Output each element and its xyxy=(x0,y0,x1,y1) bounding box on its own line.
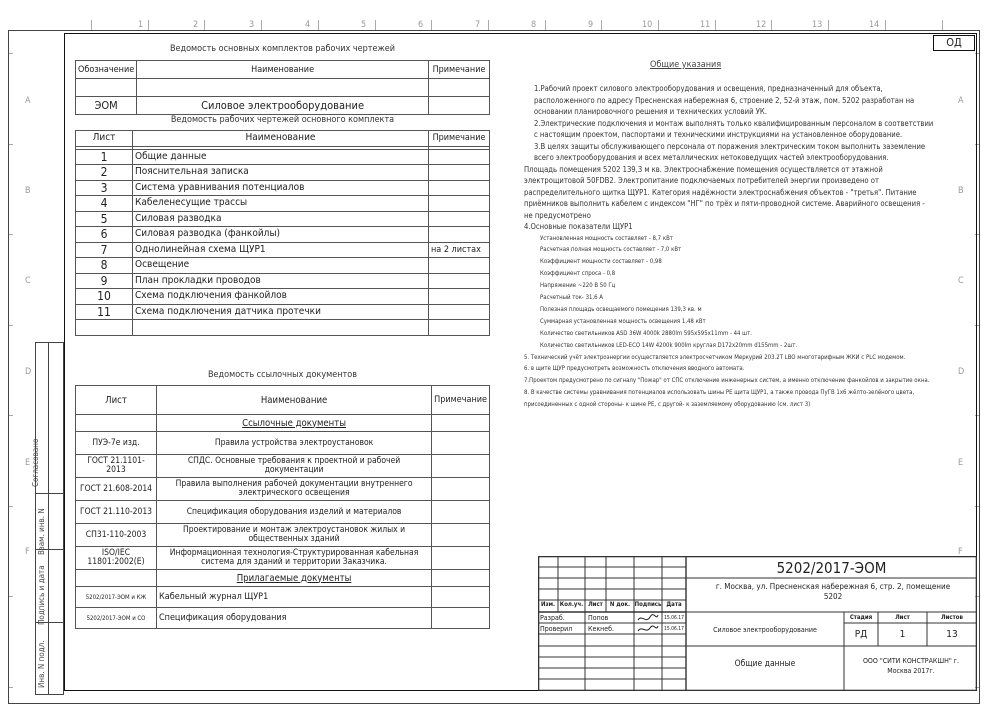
cell-note: на 2 листах xyxy=(429,242,490,258)
ruler-letter: A xyxy=(958,96,964,106)
cell-num: 2 xyxy=(76,165,133,181)
tb-head: N док. xyxy=(609,601,631,608)
table-header-row xyxy=(76,386,490,415)
ruler-letter: F xyxy=(25,547,30,557)
header-cell: Лист xyxy=(76,386,157,415)
cell-name: Кабеленесущие трассы xyxy=(133,196,429,212)
table-row xyxy=(76,180,490,196)
table-row xyxy=(76,211,490,227)
ruler-number: 13 xyxy=(812,20,823,30)
tb-date: 15.06.17 xyxy=(664,626,685,632)
sheets-value: 13 xyxy=(946,629,958,640)
ruler-number: 4 xyxy=(305,20,311,30)
cell-note xyxy=(432,501,490,524)
section-row xyxy=(76,570,490,587)
sheet-name: Общие данные xyxy=(734,659,796,669)
cell-note xyxy=(429,149,490,165)
cell-name: Однолинейная схема ЩУР1 xyxy=(133,242,429,258)
cell-note xyxy=(429,165,490,181)
cell-num: 8 xyxy=(76,258,133,274)
cell-note xyxy=(429,304,490,320)
cell-num: 3 xyxy=(76,180,133,196)
cell-name: План прокладки проводов xyxy=(133,273,429,289)
cell-code: 5202/2017-ЭОМ и СО xyxy=(76,608,157,629)
table-row xyxy=(76,196,490,212)
ruler-tick xyxy=(771,20,772,30)
header-cell: Примечание xyxy=(432,386,490,415)
section-label: Ссылочные документы xyxy=(157,415,432,432)
ruler-tick xyxy=(715,20,716,30)
cell-name: Правила устройства электроустановок xyxy=(157,432,432,455)
cell-name: Спецификация оборудования xyxy=(157,608,432,629)
cell-note xyxy=(432,587,490,608)
title-block xyxy=(538,556,977,691)
ruler-letter: D xyxy=(958,367,965,377)
header-cell: Примечание xyxy=(429,131,490,147)
note-paragraph: 5. Технический учёт электроэнергии осуществляется электросчетчиком Меркурий 203.2Т LBO многотарифным ЖКИ с PLC модемом. xyxy=(524,353,906,361)
note-spec: Напряжение ~220 В 50 Гц xyxy=(540,282,616,290)
ruler-tick xyxy=(204,20,205,30)
table-row xyxy=(76,432,490,455)
cell-note xyxy=(429,258,490,274)
ruler-tick xyxy=(601,20,602,30)
sidebar-label: Инв. N подл. xyxy=(37,640,46,688)
cell-num: 10 xyxy=(76,289,133,305)
ruler-number: 6 xyxy=(418,20,424,30)
table-header-row xyxy=(76,131,490,147)
ruler-number: 14 xyxy=(869,20,880,30)
ruler-tick xyxy=(91,20,92,30)
table-row xyxy=(76,165,490,181)
tb-role: Проверил xyxy=(540,625,573,633)
cell-note xyxy=(429,211,490,227)
ruler-number: 10 xyxy=(642,20,653,30)
note-spec: Установленная мощность составляет - 8,7 кВт xyxy=(540,234,673,242)
cell-name: Силовое электрооборудование xyxy=(137,97,429,115)
note-paragraph: 2.Электрические подключения и монтаж выполнять только квалифицированным персоналом в соответствии с настоящим проектом, паспортами и техническими инструкциями на установленное оборудование. xyxy=(534,118,934,139)
subject: Силовое электрооборудование xyxy=(713,626,817,634)
ruler-tick xyxy=(318,20,319,30)
table-row xyxy=(76,455,490,478)
note-spec: Полезная площадь освещаемого помещения 139,3 кв. м xyxy=(540,305,702,313)
ruler-letter: A xyxy=(25,96,31,106)
refs-table xyxy=(75,385,490,629)
table-row xyxy=(76,587,490,608)
sidebar-label: Согласовано xyxy=(31,438,40,487)
cell-note xyxy=(432,547,490,570)
note-spec: Расчетная полная мощность составляет - 7,0 кВт xyxy=(540,246,682,254)
cell-name: Правила выполнения рабочей документации внутреннего электрического освещения xyxy=(157,478,432,501)
cell-code: ISO/IEC 11801:2002(E) xyxy=(76,547,157,570)
note-paragraph: 1.Рабочий проект силового электрооборудования и освещения, предназначенный для объекта, расположенного по адресу Пресненская набережная 6, строение 2, 52-й этаж, пом. 5202 разработан на основании планировочного решения и технических условий УК. xyxy=(534,84,915,116)
section-label: Прилагаемые документы xyxy=(157,570,432,587)
general-notes xyxy=(524,83,934,411)
cell-note xyxy=(432,478,490,501)
table-row xyxy=(76,258,490,274)
table-row xyxy=(76,478,490,501)
doc-code: 5202/2017-ЭОМ xyxy=(776,559,887,577)
ruler-letter: C xyxy=(25,276,31,286)
table-row xyxy=(76,97,490,115)
table-row xyxy=(76,304,490,320)
drawings-title: Ведомость рабочих чертежей основного комплекта xyxy=(170,115,395,125)
ruler-letter: E xyxy=(25,458,31,468)
table-row xyxy=(76,79,490,97)
note-paragraph: 4.Основные показатели ЩУР1 xyxy=(524,222,633,231)
tb-head: Изм. xyxy=(540,601,556,608)
cell-num: 11 xyxy=(76,304,133,320)
table-row xyxy=(76,273,490,289)
notes-title: Общие указания xyxy=(650,60,722,70)
cell-num: 7 xyxy=(76,242,133,258)
ruler-tick xyxy=(942,20,943,30)
note-spec: Коэффициент спроса - 0,8 xyxy=(540,270,616,278)
tb-person: Попов xyxy=(588,614,609,622)
ruler-letter: B xyxy=(958,186,964,196)
header-cell: Наименование xyxy=(157,386,432,415)
cell-note xyxy=(429,289,490,305)
cell-note xyxy=(432,608,490,629)
cell-num: 6 xyxy=(76,227,133,243)
tb-head: Лист xyxy=(588,601,603,608)
cell-name: Информационная технология-Структурированная кабельная система для зданий и территории Заказчика. xyxy=(157,547,432,570)
note-paragraph: 6. в щите ЩУР предусмотреть возможность отключения вводного автомата. xyxy=(524,365,745,373)
ruler-tick xyxy=(545,20,546,30)
cell-note xyxy=(432,432,490,455)
table-row xyxy=(76,289,490,305)
cell-note xyxy=(429,273,490,289)
table-row xyxy=(76,547,490,570)
note-paragraph: 8. В качестве системы уравнивания потенциалов использовать шины PE щита ЩУР1, а также провода ПуГВ 1х6 жёлто-зелёного цвета, присоединенных с одной стороны- к шине PE, с другой- к заземляемому оборудованию (см. лист 3) xyxy=(524,389,915,409)
header-cell: Примечание xyxy=(429,61,490,79)
main-set-table xyxy=(75,60,490,115)
table-row xyxy=(76,320,490,336)
header-cell: Наименование xyxy=(137,61,429,79)
cell-num: 4 xyxy=(76,196,133,212)
tb-person: Кекнеб. xyxy=(588,625,615,633)
sidebar-label: Взам. инв. N xyxy=(37,508,46,555)
cell-code: СП31-110-2003 xyxy=(76,524,157,547)
cell-name: Силовая разводка (фанкойлы) xyxy=(133,227,429,243)
ruler-tick xyxy=(488,20,489,30)
section-row xyxy=(76,415,490,432)
cell-note xyxy=(432,455,490,478)
note-spec: Суммарная установленная мощность освещения 1,48 кВт xyxy=(540,317,706,325)
ruler-tick xyxy=(658,20,659,30)
ruler-tick xyxy=(431,20,432,30)
table-row xyxy=(76,501,490,524)
ruler-letter: F xyxy=(958,547,963,557)
table-row xyxy=(76,149,490,165)
sidebar-label: Подпись и дата xyxy=(37,565,46,625)
ruler-number: 5 xyxy=(361,20,367,30)
cell-name: Освещение xyxy=(133,258,429,274)
cell-note xyxy=(429,97,490,115)
header-cell: Наименование xyxy=(133,131,429,147)
header-cell: Обозначение xyxy=(76,61,137,79)
main-set-title: Ведомость основных комплектов рабочих чертежей xyxy=(169,44,396,54)
address: г. Москва, ул. Пресненская набережная 6, стр. 2, помещение 5202 xyxy=(715,582,951,601)
cell-code: ГОСТ 21.110-2013 xyxy=(76,501,157,524)
stamp-od: ОД xyxy=(933,35,975,51)
ruler-number: 8 xyxy=(531,20,537,30)
tb-head: Подпись xyxy=(634,601,662,608)
stage-header: Стадия xyxy=(849,614,873,621)
cell-code: ГОСТ 21.608-2014 xyxy=(76,478,157,501)
cell-code: ГОСТ 21.1101-2013 xyxy=(76,455,157,478)
sheet-value: 1 xyxy=(899,629,906,640)
cell-name: Общие данные xyxy=(133,149,429,165)
table-row xyxy=(76,227,490,243)
ruler-tick xyxy=(885,20,886,30)
cell-name: Схема подключения фанкойлов xyxy=(133,289,429,305)
cell-name: Система уравнивания потенциалов xyxy=(133,180,429,196)
tb-head: Дата xyxy=(666,601,682,608)
cell-num: 9 xyxy=(76,273,133,289)
cell-name: Спецификация оборудования изделий и материалов xyxy=(157,501,432,524)
ruler-tick xyxy=(148,20,149,30)
table-row xyxy=(76,524,490,547)
ruler-tick xyxy=(375,20,376,30)
note-paragraph: Площадь помещения 5202 139,3 м кв. Электроснабжение помещения осуществляется от этажной электрощитовой 50FDB2. Электропитание подключаемых потребителей энергии произведено от распределительного щитка ЩУР1. Категория надёжности электроснабжения объектов - "третья". Питание приёмников выполнить кабелем с индексом "НГ" по трёх и пяти-проводной системе. Аварийного освещения - не предусмотрено xyxy=(524,164,925,220)
sheets-header: Листов xyxy=(941,614,963,621)
cell-name: Силовая разводка xyxy=(133,211,429,227)
organization: ООО "СИТИ КОНСТРАКШН" г. Москва 2017г. xyxy=(862,657,960,675)
cell-code: ПУЭ-7е изд. xyxy=(76,432,157,455)
cell-name: Схема подключения датчика протечки xyxy=(133,304,429,320)
header-cell: Лист xyxy=(76,131,133,147)
cell-note xyxy=(429,196,490,212)
ruler-letter: B xyxy=(25,186,31,196)
cell-name: СПДС. Основные требования к проектной и рабочей документации xyxy=(157,455,432,478)
drawings-table xyxy=(75,130,490,336)
ruler-letter: D xyxy=(25,367,32,377)
ruler-number: 3 xyxy=(249,20,255,30)
ruler-number: 9 xyxy=(588,20,594,30)
ruler-tick xyxy=(828,20,829,30)
cell-name: Пояснительная записка xyxy=(133,165,429,181)
table-row xyxy=(76,608,490,629)
ruler-letter: C xyxy=(958,276,964,286)
tb-role: Разраб. xyxy=(540,614,565,622)
cell-note xyxy=(429,227,490,243)
cell-note xyxy=(429,180,490,196)
cell-note xyxy=(432,524,490,547)
cell-num: 1 xyxy=(76,149,133,165)
tb-date: 15.06.17 xyxy=(664,615,685,621)
sheet-header: Лист xyxy=(895,614,910,621)
note-spec: Расчетный ток- 31,6 А xyxy=(540,294,603,302)
ruler-letter: E xyxy=(958,458,964,468)
ruler-tick xyxy=(261,20,262,30)
note-spec: Количество светильников ASD 36W 4000k 2880lm 595х595х11mm - 44 шт. xyxy=(540,329,752,337)
ruler-number: 12 xyxy=(756,20,767,30)
cell-name: Проектирование и монтаж электроустановок жилых и общественных зданий xyxy=(157,524,432,547)
ruler-number: 2 xyxy=(193,20,199,30)
cell-name: Кабельный журнал ЩУР1 xyxy=(157,587,432,608)
note-spec: Коэффициент мощности составляет - 0,98 xyxy=(540,258,662,266)
ruler-number: 11 xyxy=(700,20,711,30)
stage-value: РД xyxy=(854,629,868,640)
cell-code: 5202/2017-ЭОМ и КЖ xyxy=(76,587,157,608)
ruler-number: 1 xyxy=(138,20,144,30)
cell-designation: ЭОМ xyxy=(76,97,137,115)
table-row xyxy=(76,242,490,258)
table-header-row xyxy=(76,61,490,79)
note-spec: Количество светильников LED-ECO 14W 4200k 900lm круглая D172х20mm d155mm - 2шт. xyxy=(540,341,798,349)
cell-num: 5 xyxy=(76,211,133,227)
refs-title: Ведомость ссылочных документов xyxy=(208,370,357,380)
note-paragraph: 7.Проектом предусмотрено по сигналу "Пожар" от СПС отключение инженерных систем, а именно отключение фанкойлов и закрытие окна. xyxy=(524,377,930,385)
signature-icon xyxy=(636,612,660,634)
ruler-number: 7 xyxy=(475,20,481,30)
tb-head: Кол.уч. xyxy=(559,601,584,608)
note-paragraph: 3.В целях защиты обслуживающего персонала от поражения электрическим током выполнить заземление всего электрооборудования и всех металлических нетоковедущих частей электрооборудования. xyxy=(534,141,926,162)
